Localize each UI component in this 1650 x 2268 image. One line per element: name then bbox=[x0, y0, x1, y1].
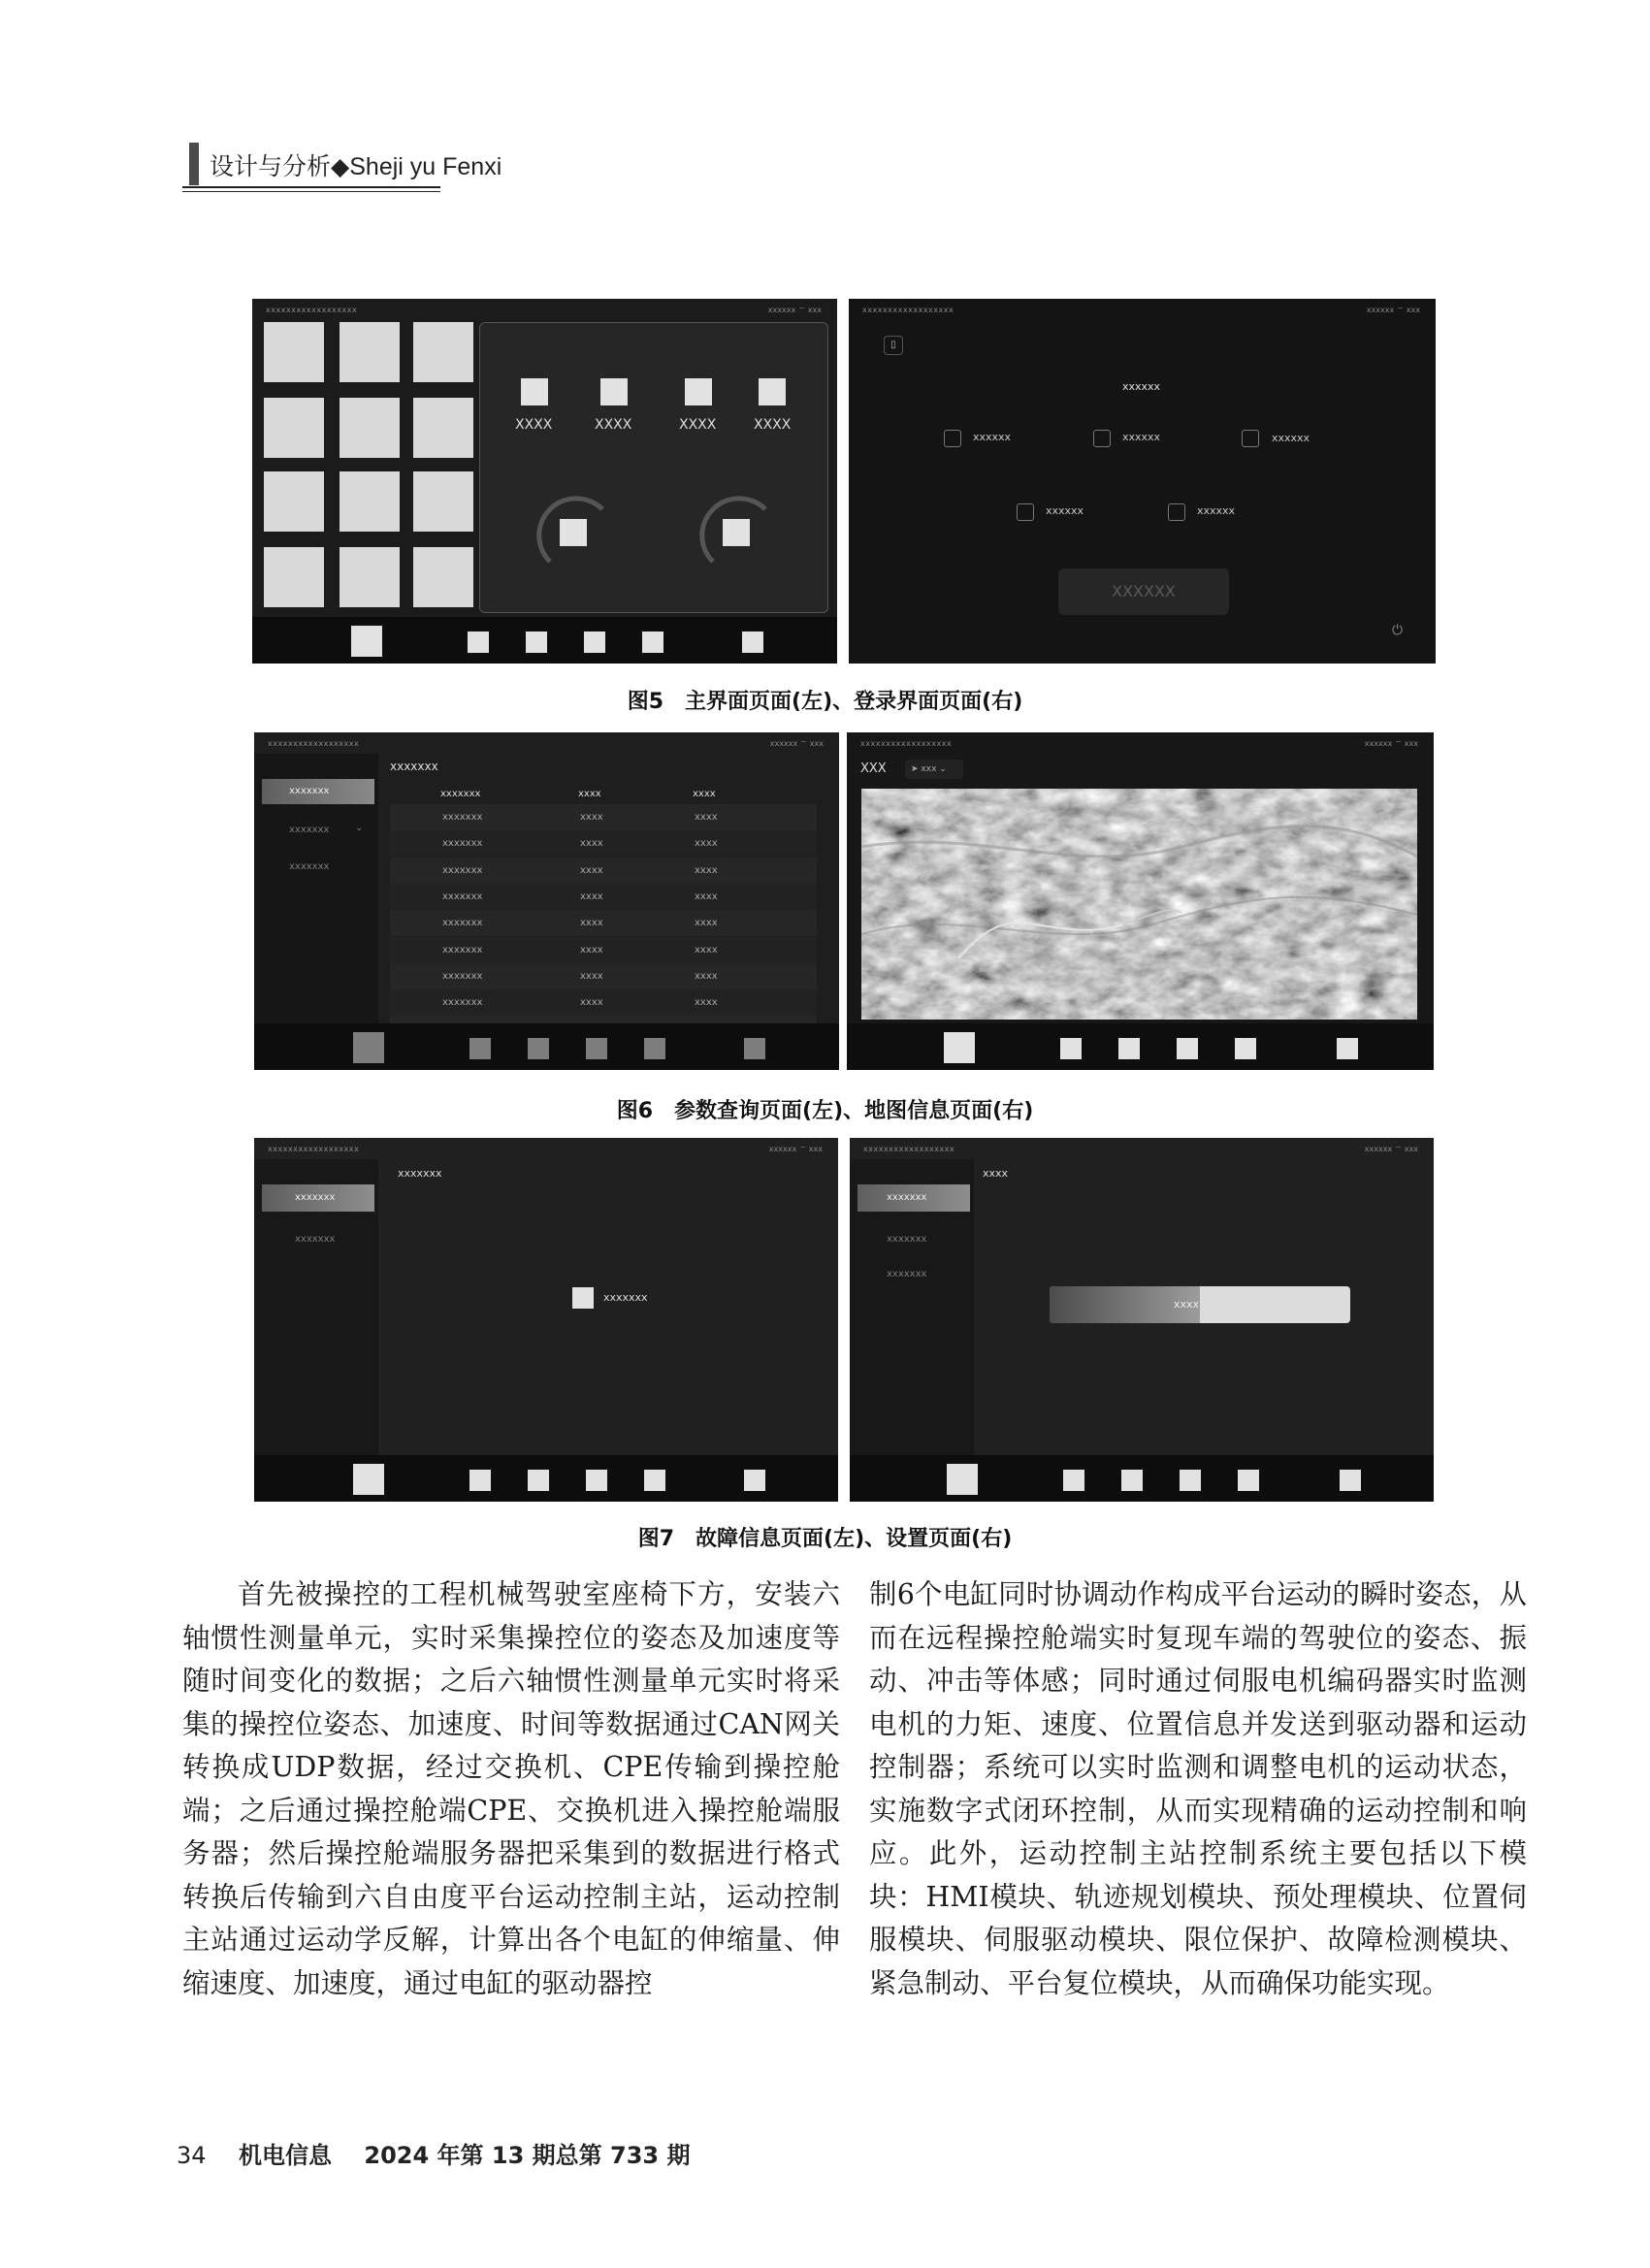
option-label: xxxxxx bbox=[973, 431, 1012, 443]
home-button[interactable] bbox=[353, 1032, 384, 1063]
map-title: XXX bbox=[860, 761, 887, 776]
fault-info-screen bbox=[254, 1138, 838, 1502]
header-rule bbox=[182, 186, 440, 188]
diamond-icon: ◆ bbox=[331, 152, 350, 180]
dock-button[interactable] bbox=[1063, 1470, 1084, 1491]
sidebar-item[interactable]: xxxxxxx bbox=[295, 1234, 336, 1245]
table-cell: xxxx bbox=[580, 812, 603, 823]
dock-button[interactable] bbox=[1337, 1038, 1358, 1059]
dock bbox=[254, 1455, 838, 1502]
status-right: xxxxxx ⌔ xxx bbox=[767, 306, 822, 314]
table-cell: xxxx bbox=[695, 944, 718, 956]
table-cell: xxxx bbox=[695, 812, 718, 823]
sidebar-item-active[interactable]: xxxxxxx bbox=[262, 779, 374, 804]
table-cell: xxxxxxx bbox=[442, 918, 483, 929]
option-checkbox[interactable] bbox=[1168, 503, 1185, 521]
option-checkbox[interactable] bbox=[1093, 430, 1111, 447]
settings-screen bbox=[850, 1138, 1434, 1502]
table-cell: xxxx bbox=[580, 944, 603, 956]
parameter-query-screen bbox=[254, 732, 839, 1070]
table-cell: xxxxxxx bbox=[442, 997, 483, 1009]
dock-button[interactable] bbox=[586, 1038, 607, 1059]
option-label: xxxxxx bbox=[1197, 504, 1236, 517]
running-head bbox=[210, 147, 501, 182]
table-cell: xxxx bbox=[580, 918, 603, 929]
dock-button[interactable] bbox=[1340, 1470, 1361, 1491]
dock-button[interactable] bbox=[744, 1470, 765, 1491]
table-cell: xxxxxxx bbox=[442, 864, 483, 876]
main-interface-screen bbox=[252, 299, 837, 664]
dock-button[interactable] bbox=[1121, 1470, 1143, 1491]
app-tile[interactable] bbox=[413, 398, 473, 458]
gauge-knob-icon[interactable] bbox=[723, 519, 750, 546]
header-rule-thin bbox=[182, 191, 440, 192]
table-cell: xxxx bbox=[695, 997, 718, 1009]
status-right: xxxxxx ⌔ xxx bbox=[768, 1145, 823, 1153]
figure-7-caption: 图7 故障信息页面(左)、设置页面(右) bbox=[637, 1527, 1013, 1551]
chevron-down-icon[interactable]: ⌄ bbox=[355, 823, 364, 833]
dock-button[interactable] bbox=[468, 632, 489, 653]
table-row[interactable] bbox=[390, 963, 817, 989]
home-button[interactable] bbox=[947, 1464, 978, 1495]
table-cell: xxxxxxx bbox=[442, 812, 483, 823]
indicator-icon bbox=[600, 378, 628, 405]
status-bar bbox=[847, 732, 1434, 754]
table-row[interactable] bbox=[390, 858, 817, 884]
tablet-icon[interactable]: ▯ bbox=[884, 336, 903, 355]
indicator-label: XXXX bbox=[595, 417, 632, 433]
status-bar bbox=[850, 1138, 1434, 1159]
sidebar-item[interactable]: xxxxxxx bbox=[887, 1234, 927, 1245]
page-title: xxxxxxx bbox=[398, 1167, 442, 1180]
fault-status-icon bbox=[572, 1287, 594, 1309]
table-row[interactable] bbox=[390, 884, 817, 910]
option-checkbox[interactable] bbox=[1017, 503, 1034, 521]
app-tile[interactable] bbox=[340, 471, 400, 532]
dock-button[interactable] bbox=[1180, 1470, 1201, 1491]
page-title: xxxxxxx bbox=[390, 760, 438, 773]
table-cell: xxxx bbox=[580, 838, 603, 850]
dock bbox=[254, 1023, 839, 1070]
sidebar-item[interactable]: xxxxxxx bbox=[289, 861, 330, 872]
status-bar bbox=[849, 299, 1436, 320]
dock-button[interactable] bbox=[469, 1038, 491, 1059]
brightness-slider[interactable] bbox=[1050, 1286, 1350, 1323]
page-number: 34 bbox=[177, 2142, 207, 2169]
app-tile[interactable] bbox=[413, 547, 473, 607]
table-row[interactable] bbox=[390, 804, 817, 830]
map-screen bbox=[847, 732, 1434, 1070]
page-title: xxxx bbox=[983, 1167, 1009, 1180]
section-name: 设计与分析 bbox=[210, 152, 332, 180]
dock-button[interactable] bbox=[644, 1038, 665, 1059]
sidebar-item-active[interactable]: xxxxxxx bbox=[857, 1184, 970, 1212]
satellite-map[interactable] bbox=[861, 789, 1417, 1020]
home-button[interactable] bbox=[944, 1032, 975, 1063]
status-text: xxxxxxxxxxxxxxxxxx bbox=[266, 306, 358, 314]
app-tile[interactable] bbox=[264, 398, 324, 458]
power-icon[interactable]: ⏻ bbox=[1392, 623, 1404, 638]
status-right: xxxxxx ⌔ xxx bbox=[1364, 739, 1418, 748]
dock-button[interactable] bbox=[1238, 1470, 1259, 1491]
indicator-icon bbox=[759, 378, 786, 405]
body-left-column: 首先被操控的工程机械驾驶室座椅下方，安装六轴惯性测量单元，实时采集操控位的姿态及加速度等随时间变化的数据；之后六轴惯性测量单元实时将采集的操控位姿态、加速度、时间等数据通过CAN网关转换成UDP数据，经过交换机、CPE传输到操控舱端；之后通过操控舱端CPE、交换机进入操控舱端服务器；然后操控舱端服务器把采集到的数据进行格式转换后传输到六自由度平台运动控制主站，运动控制主站通过运动学反解，计算出各个电缸的伸缩量、伸缩速度、加速度，通过电缸的驱动器控 bbox=[182, 1578, 840, 1999]
app-tile[interactable] bbox=[340, 398, 400, 458]
login-screen bbox=[849, 299, 1436, 664]
gauge-knob-icon[interactable] bbox=[560, 519, 587, 546]
location-selector[interactable]: ➤ xxx ⌄ bbox=[905, 760, 963, 779]
dock-button[interactable] bbox=[584, 632, 605, 653]
indicator-label: XXXX bbox=[515, 417, 553, 433]
table-cell: xxxxxxx bbox=[442, 838, 483, 850]
fault-message: xxxxxxx bbox=[603, 1291, 648, 1304]
table-cell: xxxx bbox=[580, 997, 603, 1009]
indicator-label: XXXX bbox=[679, 417, 717, 433]
table-cell: xxxx bbox=[695, 891, 718, 902]
status-right: xxxxxx ⌔ xxx bbox=[1366, 306, 1420, 314]
page-footer bbox=[177, 2136, 690, 2170]
app-tile[interactable] bbox=[264, 471, 324, 532]
table-cell: xxxxxxx bbox=[442, 891, 483, 902]
dock-button[interactable] bbox=[644, 1470, 665, 1491]
sidebar-item[interactable]: xxxxxxx bbox=[289, 825, 330, 835]
dock-button[interactable] bbox=[744, 1038, 765, 1059]
table-cell: xxxx bbox=[580, 864, 603, 876]
control-panel bbox=[479, 322, 828, 613]
status-text: xxxxxxxxxxxxxxxxxx bbox=[863, 1145, 955, 1153]
table-cell: xxxxxxx bbox=[442, 970, 483, 982]
app-tile[interactable] bbox=[340, 547, 400, 607]
dock-button[interactable] bbox=[528, 1038, 549, 1059]
dock bbox=[252, 617, 837, 664]
journal-name: 机电信息 bbox=[238, 2142, 332, 2169]
table-header: xxxxxxx xxxx xxxx bbox=[440, 789, 716, 799]
table-cell: xxxx bbox=[695, 838, 718, 850]
section-pinyin: Sheji yu Fenxi bbox=[349, 153, 502, 180]
indicator-icon bbox=[521, 378, 548, 405]
status-right: xxxxxx ⌔ xxx bbox=[769, 739, 824, 748]
chevron-down-icon: ⌄ bbox=[939, 764, 947, 774]
table-row[interactable] bbox=[390, 989, 817, 1016]
table-cell: xxxx bbox=[580, 970, 603, 982]
header-bar bbox=[189, 143, 199, 185]
app-tile[interactable] bbox=[340, 322, 400, 382]
app-tile[interactable] bbox=[264, 547, 324, 607]
issue-info: 2024 年第 13 期总第 733 期 bbox=[364, 2142, 691, 2169]
dock-button[interactable] bbox=[1177, 1038, 1198, 1059]
login-title: xxxxxx bbox=[1122, 380, 1161, 393]
dock-button[interactable] bbox=[1118, 1038, 1140, 1059]
sidebar-item[interactable]: xxxxxxx bbox=[887, 1269, 927, 1280]
dock-button[interactable] bbox=[526, 632, 547, 653]
figure-5-caption: 图5 主界面页面(左)、登录界面页面(右) bbox=[627, 690, 1023, 714]
slider-label: xxxx bbox=[1174, 1298, 1200, 1311]
table-cell: xxxx bbox=[580, 891, 603, 902]
option-checkbox[interactable] bbox=[1242, 430, 1259, 447]
status-bar bbox=[254, 732, 839, 754]
option-checkbox[interactable] bbox=[944, 430, 961, 447]
status-text: xxxxxxxxxxxxxxxxxx bbox=[862, 306, 954, 314]
dock-button[interactable] bbox=[1060, 1038, 1082, 1059]
dock-button[interactable] bbox=[642, 632, 663, 653]
status-bar bbox=[252, 299, 837, 320]
home-button[interactable] bbox=[353, 1464, 384, 1495]
dock-button[interactable] bbox=[469, 1470, 491, 1491]
home-button[interactable] bbox=[351, 626, 382, 657]
status-right: xxxxxx ⌔ xxx bbox=[1364, 1145, 1418, 1153]
table-cell: xxxx bbox=[695, 864, 718, 876]
status-text: xxxxxxxxxxxxxxxxxx bbox=[268, 1145, 360, 1153]
app-tile[interactable] bbox=[264, 322, 324, 382]
status-bar bbox=[254, 1138, 838, 1159]
app-tile[interactable] bbox=[413, 471, 473, 532]
table-cell: xxxx bbox=[695, 918, 718, 929]
indicator-icon bbox=[685, 378, 712, 405]
table-row[interactable] bbox=[390, 830, 817, 857]
dock bbox=[850, 1455, 1434, 1502]
table-row[interactable] bbox=[390, 910, 817, 936]
figure-6-caption: 图6 参数查询页面(左)、地图信息页面(右) bbox=[616, 1099, 1034, 1123]
body-right-column: 制6个电缸同时协调动作构成平台运动的瞬时姿态，从而在远程操控舱端实时复现车端的驾驶位的姿态、振动、冲击等体感；同时通过伺服电机编码器实时监测电机的力矩、速度、位置信息并发送到驱动器和运动控制器；系统可以实时监测和调整电机的运动状态，实施数字式闭环控制，从而实现精确的运动控制和响应。此外，运动控制主站控制系统主要包括以下模块：HMI模块、轨迹规划模块、预处理模块、位置伺服模块、伺服驱动模块、限位保护、故障检测模块、紧急制动、平台复位模块，从而确保功能实现。 bbox=[869, 1578, 1527, 1999]
location-arrow-icon: ➤ bbox=[911, 764, 919, 774]
sidebar-item-active[interactable]: xxxxxxx bbox=[262, 1184, 374, 1212]
table-cell: xxxxxxx bbox=[442, 944, 483, 956]
app-tile[interactable] bbox=[413, 322, 473, 382]
dock-button[interactable] bbox=[1235, 1038, 1256, 1059]
option-label: xxxxxx bbox=[1046, 504, 1084, 517]
option-label: xxxxxx bbox=[1272, 432, 1310, 444]
table-cell: xxxx bbox=[695, 970, 718, 982]
option-label: xxxxxx bbox=[1122, 431, 1161, 443]
status-text: xxxxxxxxxxxxxxxxxx bbox=[268, 739, 360, 748]
dock-button[interactable] bbox=[528, 1470, 549, 1491]
login-button[interactable]: XXXXXX bbox=[1058, 568, 1229, 615]
status-text: xxxxxxxxxxxxxxxxxx bbox=[860, 739, 953, 748]
dock-button[interactable] bbox=[586, 1470, 607, 1491]
dock-button[interactable] bbox=[742, 632, 763, 653]
table-row[interactable] bbox=[390, 937, 817, 963]
indicator-label: XXXX bbox=[754, 417, 792, 433]
dock bbox=[847, 1023, 1434, 1070]
